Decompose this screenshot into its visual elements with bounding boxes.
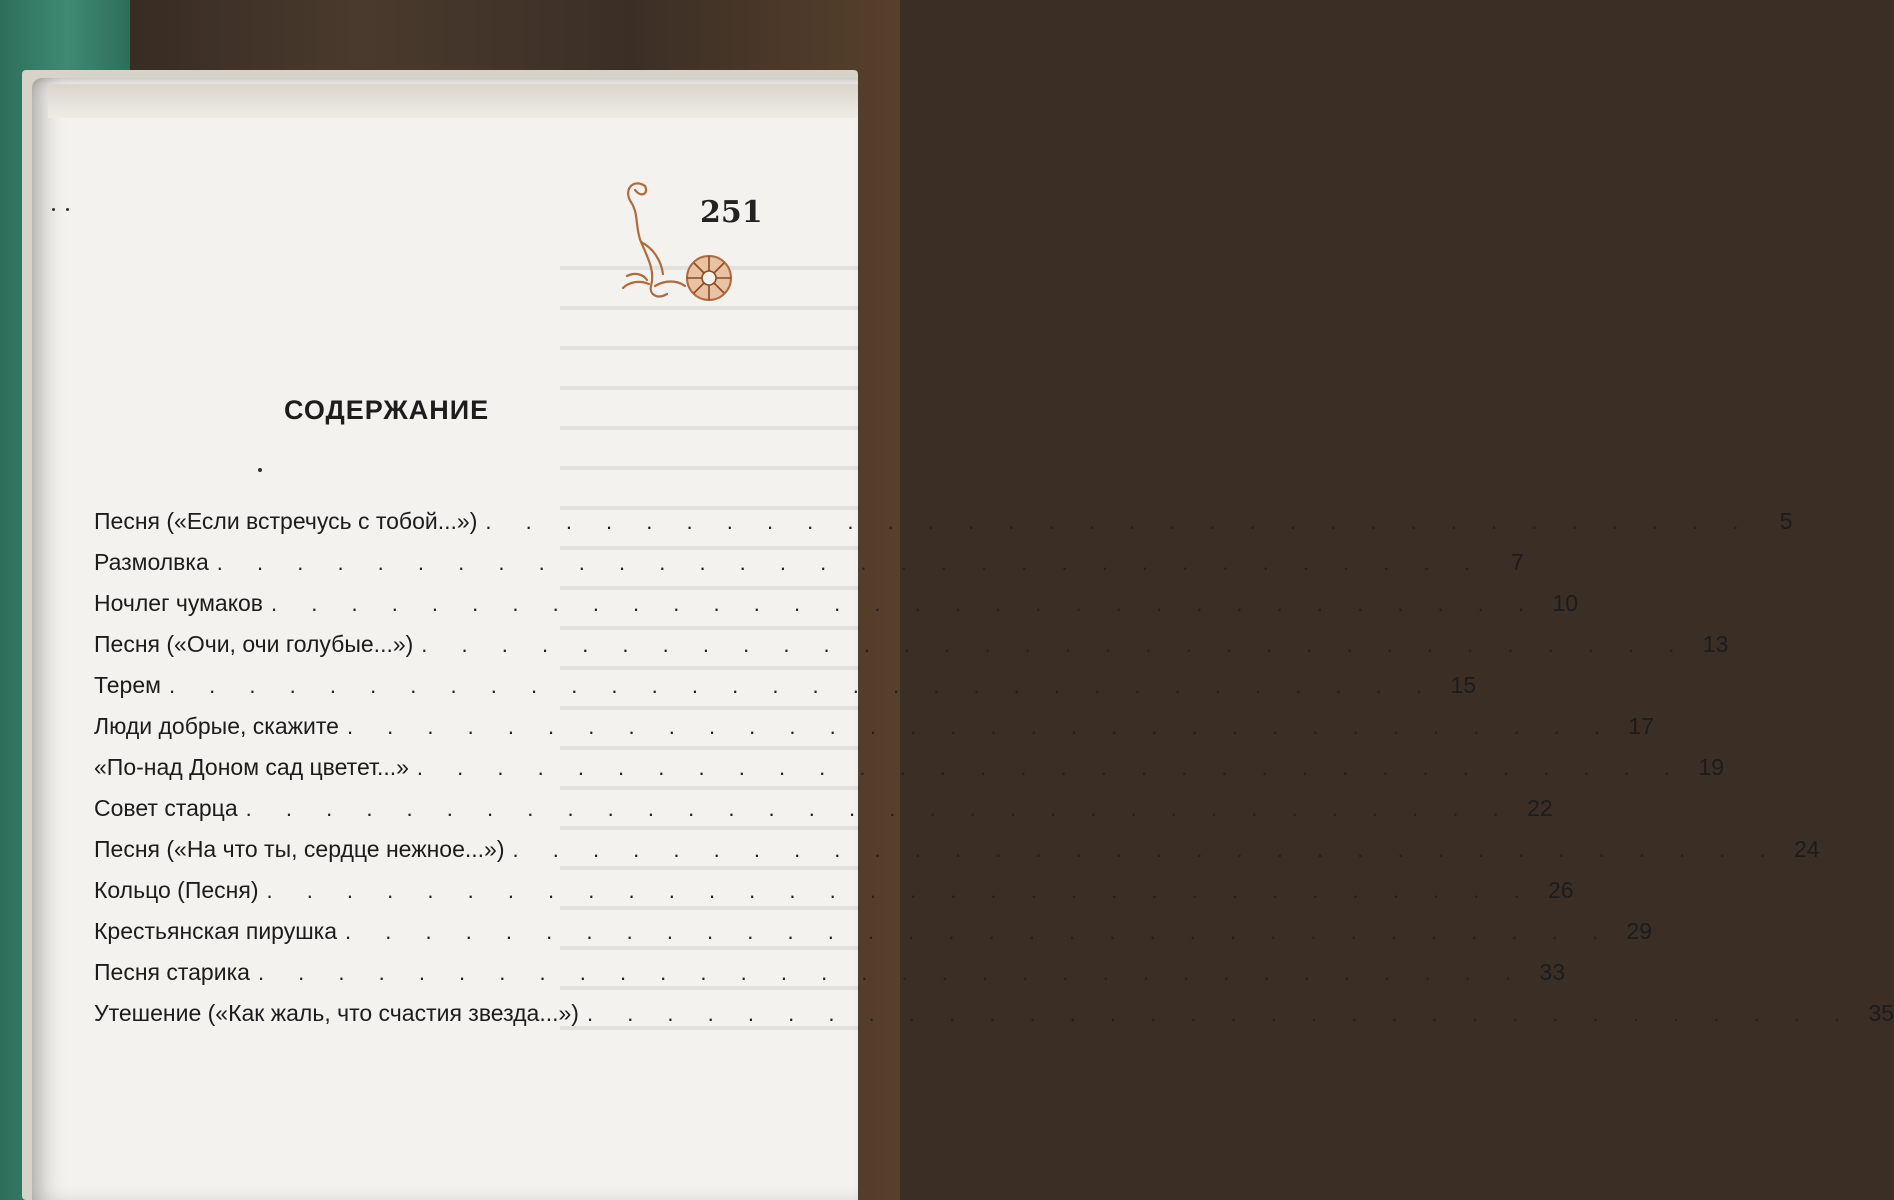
toc-dot-leader: . . . . . . . . . . . . . . . . . . . . . . . . . . . . . . . .: [245, 796, 1513, 821]
toc-entry-page: 10: [1552, 590, 1579, 616]
toc-entry-title: «По-над Доном сад цветет...»: [94, 754, 409, 780]
toc-dot-leader: . . . . . . . . . . . . . . . . . . . . . . . . . . . . . . . .: [421, 632, 1689, 657]
toc-entry-page: 5: [1779, 508, 1793, 534]
toc-entry-title: Песня («На что ты, сердце нежное...»): [94, 836, 505, 862]
toc-dot-leader: . . . . . . . . . . . . . . . . . . . . . . . . . . . . . . . .: [512, 837, 1780, 862]
toc-entry-title: Песня старика: [94, 959, 250, 985]
ink-speck: [258, 468, 262, 472]
toc-entry: [94, 959, 1566, 1000]
contents-heading: СОДЕРЖАНИЕ: [284, 395, 490, 425]
toc-dot-leader: . . . . . . . . . . . . . . . . . . . . . . . . . . . . . . . .: [216, 550, 1484, 575]
toc-dot-leader: . . . . . . . . . . . . . . . . . . . . . . . . . . . . . . . .: [416, 755, 1684, 780]
toc-entry: [94, 795, 1553, 836]
toc-entry-page: 17: [1628, 713, 1655, 739]
page-top-shadow: [48, 84, 858, 118]
toc-entry: [94, 631, 1729, 672]
toc-entry: [94, 508, 1793, 549]
toc-entry-title: Крестьянская пирушка: [94, 918, 338, 944]
toc-entry-page: 22: [1527, 795, 1553, 821]
toc-entry-title: Песня («Если встречусь с тобой...»): [94, 508, 478, 534]
page-number: 251: [700, 195, 763, 230]
toc-entry-page: 15: [1450, 672, 1477, 698]
toc-entry: [94, 836, 1820, 877]
toc-entry-title: Кольцо (Песня): [94, 877, 259, 903]
floral-vignette-icon: [605, 168, 740, 308]
toc-entry-title: Песня («Очи, очи голубые...»): [94, 631, 414, 657]
toc-entry: [94, 1000, 1894, 1041]
ink-speck: [52, 208, 55, 211]
toc-entry-page: 7: [1511, 549, 1524, 575]
toc-entry-title: Терем: [94, 672, 161, 698]
toc-dot-leader: . . . . . . . . . . . . . . . . . . . . . . . . . . . . . . . .: [266, 878, 1534, 903]
toc-entry: [94, 877, 1574, 918]
toc-entry: [94, 590, 1579, 631]
toc-entry: [94, 549, 1524, 590]
toc-dot-leader: . . . . . . . . . . . . . . . . . . . . . . . . . . . . . . . .: [485, 509, 1753, 534]
toc-dot-leader: . . . . . . . . . . . . . . . . . . . . . . . . . . . . . . . .: [586, 1001, 1855, 1026]
toc-entry-title: Совет старца: [94, 795, 238, 821]
toc-entry: [94, 918, 1653, 959]
toc-entry: [94, 672, 1477, 713]
toc-dot-leader: . . . . . . . . . . . . . . . . . . . . . . . . . . . . . . . .: [257, 960, 1526, 985]
toc-dot-leader: . . . . . . . . . . . . . . . . . . . . . . . . . . . . . . . .: [271, 591, 1539, 616]
toc-dot-leader: . . . . . . . . . . . . . . . . . . . . . . . . . . . . . . . .: [346, 714, 1615, 739]
toc-entry: [94, 754, 1724, 795]
toc-entry-page: 29: [1626, 918, 1653, 944]
toc-entry-page: 33: [1539, 959, 1566, 985]
toc-entry-page: 26: [1547, 877, 1574, 903]
toc-entry-title: Утешение («Как жаль, что счастия звезда...»): [94, 1000, 579, 1026]
toc-dot-leader: . . . . . . . . . . . . . . . . . . . . . . . . . . . . . . . .: [345, 919, 1613, 944]
toc-entry-page: 24: [1793, 836, 1820, 862]
ink-speck: [66, 208, 69, 211]
toc-dot-leader: . . . . . . . . . . . . . . . . . . . . . . . . . . . . . . . .: [168, 673, 1437, 698]
toc-entry-title: Ночлег чумаков: [94, 590, 264, 616]
table-of-contents: [94, 508, 1894, 1041]
toc-entry-title: Размолвка: [94, 549, 209, 575]
toc-entry-title: Люди добрые, скажите: [94, 713, 339, 739]
toc-entry: [94, 713, 1655, 754]
toc-entry-page: 19: [1698, 754, 1724, 780]
toc-entry-page: 35: [1868, 1000, 1894, 1026]
toc-entry-page: 13: [1702, 631, 1729, 657]
